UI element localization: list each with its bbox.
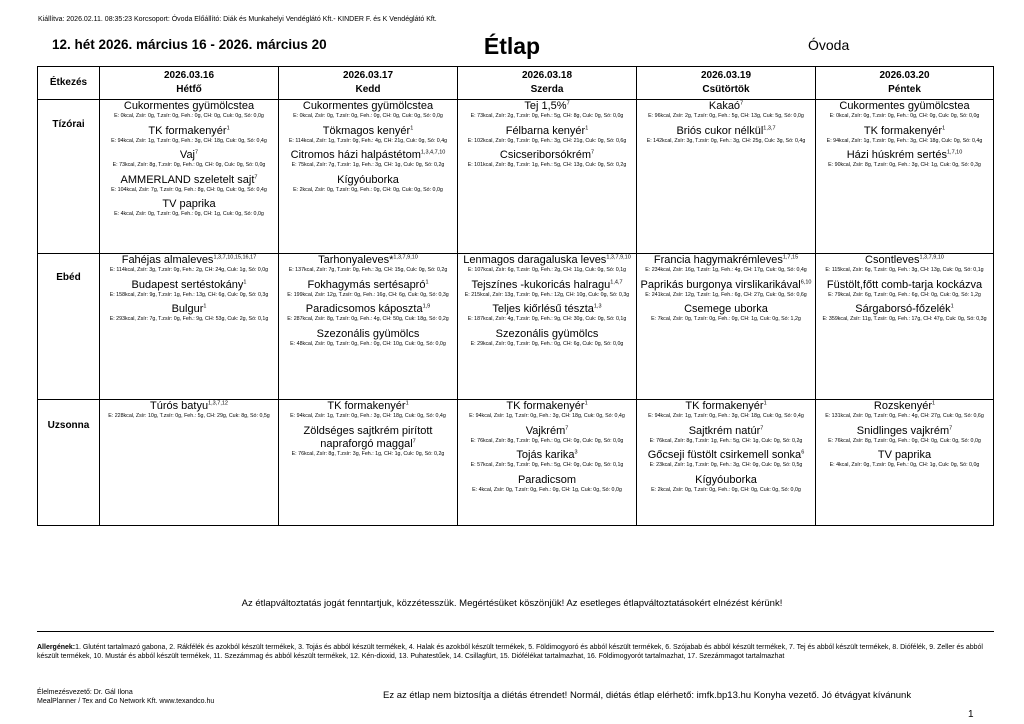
dish	[100, 125, 278, 138]
nutrition-info: E: 228kcal, Zsír: 10g, T.zsír: 0g, Feh.: 5g, CH: 29g, Cuk: 8g, Só: 0,5g	[108, 413, 270, 419]
menu-cell	[637, 254, 816, 400]
allergen-codes: 7	[195, 149, 199, 156]
nutrition-info: E: 137kcal, Zsír: 7g, T.zsír: 0g, Feh.: 3g, CH: 15g, Cuk: 0g, Só: 0,2g	[288, 267, 448, 273]
nutrition-info: E: 73kcal, Zsír: 2g, T.zsír: 0g, Feh.: 5g, CH: 8g, Cuk: 0g, Só: 0,0g	[470, 113, 624, 119]
nutrition-info: E: 2kcal, Zsír: 0g, T.zsír: 0g, Feh.: 0g, CH: 0g, Cuk: 0g, Só: 0,0g	[293, 186, 443, 193]
dish-name: AMMERLAND szeletelt sajt	[120, 173, 255, 186]
nutrition-info: E: 0kcal, Zsír: 0g, T.zsír: 0g, Feh.: 0g, CH: 0g, Cuk: 0g, Só: 0,0g	[114, 113, 264, 119]
allergen-codes: 7	[412, 437, 416, 444]
dish	[279, 149, 457, 162]
nutrition-info: E: 131kcal, Zsír: 0g, T.zsír: 0g, Feh.: 4g, CH: 27g, Cuk: 0g, Só: 0,6g	[825, 413, 984, 419]
dish	[816, 149, 993, 162]
dish	[816, 400, 993, 413]
menu-item	[279, 425, 457, 458]
dish-name: Szezonális gyümölcs	[316, 327, 420, 340]
dish-name: Vaj	[179, 149, 196, 161]
dish	[458, 425, 636, 438]
allergen-codes: 1	[942, 124, 946, 131]
dish	[816, 100, 993, 113]
day-header	[458, 67, 637, 100]
dish-name: TV paprika	[162, 198, 216, 210]
allergen-label: Allergének:	[37, 644, 76, 651]
menu-item	[637, 279, 815, 299]
dish	[279, 279, 457, 292]
menu-item	[458, 279, 636, 299]
dish	[816, 425, 993, 438]
dish-name: Félbarna kenyér	[505, 124, 586, 137]
allergen-codes: 1	[226, 124, 230, 131]
allergen-codes: 7	[566, 100, 570, 107]
dish-name: Citromos házi halpástétom	[290, 149, 421, 161]
menu-cell	[816, 400, 994, 526]
diet-disclaimer: Ez az étlap nem biztosítja a diétás étrendet! Normál, diétás étlap elérhető: imfk.bp13.hu Konyha vezető. Jó étvágyat kívánunk	[383, 690, 912, 701]
allergen-codes: 1,3,7,9,10	[393, 254, 418, 261]
dish	[279, 400, 457, 413]
day-name: Kedd	[355, 84, 381, 95]
day-date: 2026.03.18	[521, 70, 573, 81]
menu-item	[458, 149, 636, 169]
dish	[279, 254, 457, 267]
menu-item	[637, 400, 815, 420]
dish	[637, 303, 815, 316]
dish	[816, 125, 993, 138]
day-name: Csütörtök	[702, 84, 750, 95]
menu-item	[637, 303, 815, 323]
corner-header: Étkezés	[38, 67, 100, 100]
dish	[458, 149, 636, 162]
nutrition-info: E: 4kcal, Zsír: 0g, T.zsír: 0g, Feh.: 0g, CH: 1g, Cuk: 0g, Só: 0,0g	[829, 462, 980, 468]
dish-name: Házi húskrém sertés	[846, 149, 947, 161]
nutrition-info: E: 57kcal, Zsír: 5g, T.zsír: 0g, Feh.: 5g, CH: 0g, Cuk: 0g, Só: 0,1g	[470, 462, 624, 468]
nutrition-info: E: 114kcal, Zsír: 3g, T.zsír: 0g, Feh.: 2g, CH: 24g, Cuk: 1g, Só: 0,0g	[109, 267, 269, 273]
meal-label-cell	[38, 100, 100, 254]
dish-name: Szezonális gyümölcs	[495, 327, 599, 340]
allergen-codes: 1,4,7	[610, 278, 623, 285]
allergen-codes: 1	[203, 303, 207, 310]
nutrition-info: E: 48kcal, Zsír: 0g, T.zsír: 0g, Feh.: 0g, CH: 10g, Cuk: 0g, Só: 0,0g	[290, 340, 446, 347]
menu-table	[37, 66, 994, 526]
dish	[816, 449, 993, 462]
menu-item	[816, 425, 993, 445]
allergen-codes: 1,3,7,10,15,16,17	[213, 254, 257, 261]
menu-item	[100, 125, 278, 145]
allergen-codes: 7	[591, 149, 595, 156]
nutrition-info: E: 76kcal, Zsír: 8g, T.zsír: 1g, Feh.: 5g, CH: 1g, Cuk: 0g, Só: 0,2g	[649, 437, 803, 444]
nutrition-info: E: 4kcal, Zsír: 0g, T.zsír: 0g, Feh.: 0g, CH: 1g, Cuk: 0g, Só: 0,0g	[472, 486, 622, 493]
day-header	[637, 67, 816, 100]
menu-cell	[100, 254, 279, 400]
menu-item	[458, 449, 636, 469]
dish-name: Tarhonyaleves*	[318, 254, 394, 266]
menu-item	[279, 279, 457, 299]
nutrition-info: E: 158kcal, Zsír: 9g, T.zsír: 1g, Feh.: 13g, CH: 6g, Cuk: 0g, Só: 0,3g	[109, 291, 269, 298]
nutrition-info: E: 94kcal, Zsír: 1g, T.zsír: 0g, Feh.: 3g, CH: 18g, Cuk: 0g, Só: 0,4g	[648, 413, 804, 419]
dish-name: Kígyóuborka	[337, 173, 399, 186]
nutrition-info: E: 94kcal, Zsír: 1g, T.zsír: 0g, Feh.: 3g, CH: 18g, Cuk: 0g, Só: 0,4g	[469, 413, 625, 419]
dish	[279, 174, 457, 187]
menu-item	[458, 328, 636, 348]
dish-name: Rozskenyér	[873, 400, 932, 412]
dish	[458, 279, 636, 292]
menu-item	[279, 254, 457, 274]
dish-name: Tojás karika	[516, 449, 575, 461]
meal-label-cell	[38, 400, 100, 526]
allergen-codes: 1	[950, 303, 954, 310]
dish-name: Teljes kiőrlésű tészta	[492, 303, 594, 315]
allergen-codes: 7	[949, 424, 953, 431]
dish	[637, 400, 815, 413]
day-date: 2026.03.20	[879, 70, 930, 81]
dish-name: Budapest sertéstokány	[131, 278, 244, 291]
allergen-codes: 1	[585, 124, 589, 131]
issued-info: Kiállítva: 2026.02.11. 08:35:23 Korcsoport: Óvoda Előállító: Diák és Munkahelyi Vendéglátó Kft.- KINDER F. és K Vendéglátó Kft.	[38, 16, 437, 23]
dish	[279, 303, 457, 316]
dish	[100, 174, 278, 187]
menu-item	[458, 303, 636, 323]
nutrition-info: E: 102kcal, Zsír: 0g, T.zsír: 0g, Feh.: 3g, CH: 21g, Cuk: 0g, Só: 0,6g	[467, 137, 627, 144]
day-date: 2026.03.17	[342, 70, 394, 81]
nutrition-info: E: 101kcal, Zsír: 8g, T.zsír: 1g, Feh.: 5g, CH: 13g, Cuk: 0g, Só: 0,2g	[467, 162, 627, 168]
menu-cell	[279, 400, 458, 526]
nutrition-info: E: 4kcal, Zsír: 0g, T.zsír: 0g, Feh.: 0g, CH: 1g, Cuk: 0g, Só: 0,0g	[114, 211, 264, 217]
nutrition-info: E: 94kcal, Zsír: 1g, T.zsír: 0g, Feh.: 3g, CH: 18g, Cuk: 0g, Só: 0,4g	[826, 137, 983, 144]
dish	[279, 125, 457, 138]
dish-name: TK formakenyér	[327, 400, 406, 412]
dish	[100, 303, 278, 316]
menu-cell	[279, 254, 458, 400]
nutrition-info: E: 293kcal, Zsír: 7g, T.zsír: 0g, Feh.: 9g, CH: 53g, Cuk: 2g, Só: 0,1g	[109, 316, 269, 322]
allergen-codes: 1	[932, 400, 936, 407]
nutrition-info: E: 187kcal, Zsír: 4g, T.zsír: 0g, Feh.: 9g, CH: 30g, Cuk: 0g, Só: 0,1g	[467, 316, 627, 322]
divider	[37, 631, 994, 632]
dish-name: Füstölt,főtt comb-tarja kockázva	[826, 278, 983, 291]
allergen-codes: 1,3,7,9,10	[606, 254, 631, 261]
day-name: Péntek	[888, 84, 921, 95]
menu-item	[279, 174, 457, 194]
allergen-codes: 3	[574, 449, 578, 456]
allergen-codes: 1	[763, 400, 767, 407]
nutrition-info: E: 96kcal, Zsír: 2g, T.zsír: 0g, Feh.: 5g, CH: 13g, Cuk: 5g, Só: 0,0g	[648, 113, 804, 119]
dish	[458, 125, 636, 138]
nutrition-info: E: 2kcal, Zsír: 0g, T.zsír: 0g, Feh.: 0g, CH: 0g, Cuk: 0g, Só: 0,0g	[651, 486, 801, 493]
menu-item	[637, 100, 815, 120]
menu-cell	[458, 400, 637, 526]
allergen-codes: 1	[425, 278, 429, 285]
dish	[100, 198, 278, 211]
dish	[458, 328, 636, 341]
dish	[458, 449, 636, 462]
menu-item	[816, 100, 993, 120]
nutrition-info: E: 23kcal, Zsír: 1g, T.zsír: 0g, Feh.: 3g, CH: 0g, Cuk: 0g, Só: 0,5g	[649, 462, 803, 468]
nutrition-info: E: 29kcal, Zsír: 0g, T.zsír: 0g, Feh.: 0g, CH: 6g, Cuk: 0g, Só: 0,0g	[470, 340, 624, 347]
menu-item	[458, 125, 636, 145]
age-group: Óvoda	[808, 37, 850, 53]
dish	[458, 400, 636, 413]
dish	[100, 400, 278, 413]
nutrition-info: E: 79kcal, Zsír: 6g, T.zsír: 0g, Feh.: 6g, CH: 0g, Cuk: 0g, Só: 1,2g	[828, 291, 981, 298]
dish-name: Sárgaborsó-főzelék	[855, 303, 951, 315]
dish	[100, 100, 278, 113]
dish-name: Tejszínes -kukoricás halragu	[471, 278, 611, 291]
menu-cell	[816, 100, 994, 254]
day-header	[100, 67, 279, 100]
day-date: 2026.03.16	[163, 70, 215, 81]
meal-label: Uzsonna	[47, 420, 90, 431]
menu-item	[816, 149, 993, 169]
dish-name: Lenmagos daragaluska leves	[463, 254, 607, 266]
menu-item	[279, 303, 457, 323]
dish	[100, 279, 278, 292]
menu-item	[279, 328, 457, 348]
day-header	[279, 67, 458, 100]
dish	[458, 254, 636, 267]
dish-name: Sajtkrém natúr	[688, 424, 761, 437]
menu-item	[637, 125, 815, 145]
change-notice: Az étlapváltoztatás jogát fenntartjuk, közzétesszük. Megértésüket köszönjük! Az esetleges étlapváltoztatásokért elnézést kérünk!	[241, 598, 783, 609]
allergen-codes: 1	[243, 278, 247, 285]
dish	[458, 303, 636, 316]
dish-name: Paprikás burgonya virslikarikával	[640, 278, 801, 291]
menu-item	[458, 425, 636, 445]
allergen-codes: 1,3,4,7,10	[420, 149, 446, 156]
allergen-codes: 1,7,10	[946, 149, 963, 156]
dish-name: Cukormentes gyümölcstea	[839, 100, 970, 112]
menu-item	[100, 254, 278, 274]
menu-item	[100, 198, 278, 218]
dish-name: Fahéjas almaleves	[121, 254, 214, 266]
dish	[637, 425, 815, 438]
allergen-list: 1. Glutént tartalmazó gabona, 2. Rákfélék és azokból készült termékek, 3. Tojás és abból készült termékek, 4. Halak és azokból készült termékek, 5. Földimogyoró és abból készült termékek, 6. Szójabab és abból készült termékek, 7. Tej és abból készült termékek, 8. Diófélék, 9. Zeller és abból készült termékek, 10. Mustár és abból készült termékek, 11. Szezámmag és abból készült termékek, 12. Kén-dioxid, 13. Puhatestűek, 14. Csillagfürt, 15. Diófélékat tartalmazhat, 16. Földimogyorót tartalmazhat, 17. Szezámmagot tartalmazhat	[37, 644, 983, 660]
dish-name: Snidlinges vajkrém	[856, 424, 950, 437]
menu-item	[637, 474, 815, 494]
dish-name: Fokhagymás sertésapró	[307, 278, 426, 291]
menu-item	[458, 400, 636, 420]
dish-name: Cukormentes gyümölcstea	[302, 100, 434, 112]
dish-name: Túrós batyu	[150, 400, 209, 412]
menu-item	[100, 303, 278, 323]
dish	[816, 279, 993, 292]
allergen-codes: 1,3,7,12	[208, 400, 228, 407]
allergen-codes: 6	[801, 449, 805, 456]
allergen-codes: 1	[584, 400, 588, 407]
menu-item	[100, 400, 278, 420]
allergen-codes: 1	[405, 400, 409, 407]
menu-item	[279, 400, 457, 420]
dish	[100, 254, 278, 267]
nutrition-info: E: 73kcal, Zsír: 8g, T.zsír: 0g, Feh.: 0g, CH: 0g, Cuk: 0g, Só: 0,0g	[112, 162, 266, 168]
menu-item	[100, 149, 278, 169]
dish	[637, 125, 815, 138]
menu-item	[637, 254, 815, 274]
menu-item	[816, 303, 993, 323]
allergen-codes: 6,10	[800, 278, 812, 285]
dish	[637, 449, 815, 462]
nutrition-info: E: 90kcal, Zsír: 8g, T.zsír: 0g, Feh.: 3g, CH: 1g, Cuk: 0g, Só: 0,3g	[828, 162, 981, 168]
nutrition-info: E: 199kcal, Zsír: 12g, T.zsír: 0g, Feh.: 16g, CH: 6g, Cuk: 0g, Só: 0,3g	[287, 291, 449, 298]
day-name: Szerda	[530, 84, 564, 95]
nutrition-info: E: 94kcal, Zsír: 1g, T.zsír: 0g, Feh.: 3g, CH: 18g, Cuk: 0g, Só: 0,4g	[290, 413, 446, 419]
nutrition-info: E: 234kcal, Zsír: 16g, T.zsír: 1g, Feh.: 4g, CH: 17g, Cuk: 0g, Só: 0,4g	[645, 267, 807, 273]
dish-name: TK formakenyér	[148, 124, 227, 137]
allergen-codes: 1	[410, 124, 414, 131]
nutrition-info: E: 104kcal, Zsír: 7g, T.zsír: 0g, Feh.: 8g, CH: 0g, Cuk: 0g, Só: 0,4g	[111, 186, 267, 193]
nutrition-info: E: 0kcal, Zsír: 0g, T.zsír: 0g, Feh.: 0g, CH: 0g, Cuk: 0g, Só: 0,0g	[293, 113, 443, 119]
nutrition-info: E: 142kcal, Zsír: 3g, T.zsír: 0g, Feh.: 3g, CH: 25g, Cuk: 3g, Só: 0,4g	[646, 137, 806, 144]
meal-label-cell	[38, 254, 100, 400]
menu-item	[816, 400, 993, 420]
dish-name: TK formakenyér	[685, 400, 764, 412]
menu-item	[458, 474, 636, 494]
menu-item	[279, 125, 457, 145]
day-date: 2026.03.19	[700, 70, 752, 81]
meal-label: Tízórai	[52, 119, 85, 130]
meal-row-ebed	[38, 254, 994, 400]
menu-item	[458, 100, 636, 120]
allergen-codes: 7	[760, 424, 764, 431]
day-header	[816, 67, 994, 100]
menu-cell	[279, 100, 458, 254]
software-credit: MealPlanner / Tex and Co Network Kft. www.texandco.hu	[37, 698, 215, 705]
dish	[637, 279, 815, 292]
menu-item	[279, 100, 457, 120]
dish	[279, 425, 457, 451]
allergen-codes: 1,3	[593, 303, 602, 310]
allergen-codes: 7	[740, 100, 744, 107]
nutrition-info: E: 0kcal, Zsír: 0g, T.zsír: 0g, Feh.: 0g, CH: 0g, Cuk: 0g, Só: 0,0g	[829, 113, 980, 119]
menu-item	[637, 425, 815, 445]
menu-cell	[458, 254, 637, 400]
week-range: 12. hét 2026. március 16 - 2026. március 20	[52, 37, 327, 52]
nutrition-info: E: 94kcal, Zsír: 1g, T.zsír: 0g, Feh.: 3g, CH: 18g, Cuk: 0g, Só: 0,4g	[111, 137, 267, 144]
allergen-legend	[37, 643, 994, 661]
dish-name: Gőcseji füstölt csirkemell sonka	[647, 449, 802, 461]
menu-item	[637, 449, 815, 469]
dish-name: Kakaó	[708, 100, 741, 112]
footer-credits	[37, 688, 214, 706]
dish-name: Paradicsomos káposzta	[305, 303, 423, 315]
nutrition-info: E: 115kcal, Zsír: 6g, T.zsír: 0g, Feh.: 3g, CH: 13g, Cuk: 0g, Só: 0,1g	[825, 267, 984, 273]
menu-item	[458, 254, 636, 274]
dish	[279, 328, 457, 341]
menu-item	[100, 100, 278, 120]
dish	[279, 100, 457, 113]
allergen-codes: 1,3,7,9,10	[919, 254, 944, 261]
dish-name: Tökmagos kenyér	[322, 124, 411, 137]
dish	[458, 100, 636, 113]
dish-name: Csicseriborsókrém	[499, 149, 591, 161]
allergen-codes: 7	[565, 424, 569, 431]
dish-name: Cukormentes gyümölcstea	[123, 100, 255, 112]
dish	[816, 254, 993, 267]
menu-cell	[100, 100, 279, 254]
menu-item	[100, 279, 278, 299]
menu-item	[816, 449, 993, 469]
dish	[100, 149, 278, 162]
dish-name: Paradicsom	[517, 473, 577, 486]
allergen-codes: 1,9	[422, 303, 431, 310]
nutrition-info: E: 7kcal, Zsír: 0g, T.zsír: 0g, Feh.: 0g, CH: 1g, Cuk: 0g, Só: 1,2g	[651, 316, 801, 322]
menu-cell	[458, 100, 637, 254]
nutrition-info: E: 215kcal, Zsír: 13g, T.zsír: 0g, Feh.: 12g, CH: 10g, Cuk: 0g, Só: 0,3g	[464, 291, 630, 298]
allergen-codes: 7	[254, 173, 258, 180]
allergen-codes: 1,3,7	[763, 124, 776, 131]
dish	[458, 474, 636, 487]
nutrition-info: E: 114kcal, Zsír: 1g, T.zsír: 0g, Feh.: 4g, CH: 21g, Cuk: 0g, Só: 0,4g	[288, 137, 448, 144]
menu-cell	[100, 400, 279, 526]
menu-item	[816, 279, 993, 299]
nutrition-info: E: 76kcal, Zsír: 8g, T.zsír: 0g, Feh.: 0g, CH: 0g, Cuk: 0g, Só: 0,0g	[470, 437, 624, 444]
menu-cell	[637, 100, 816, 254]
dish	[637, 254, 815, 267]
dish-name: Bulgur	[171, 303, 204, 315]
meal-row-tizorai	[38, 100, 994, 254]
dish-name: Zöldséges sajtkrém pirított napraforgó maggal	[303, 424, 433, 450]
nutrition-info: E: 75kcal, Zsír: 7g, T.zsír: 1g, Feh.: 3g, CH: 1g, Cuk: 0g, Só: 0,2g	[291, 162, 445, 168]
menu-item	[816, 254, 993, 274]
meal-row-uzsonna	[38, 400, 994, 526]
nutrition-info: E: 107kcal, Zsír: 6g, T.zsír: 0g, Feh.: 2g, CH: 11g, Cuk: 0g, Só: 0,1g	[467, 267, 627, 273]
dish-name: Csontleves	[865, 254, 920, 266]
dish	[637, 100, 815, 113]
dish-name: TK formakenyér	[863, 124, 943, 137]
allergen-codes: 1,7,15	[782, 254, 799, 261]
nutrition-info: E: 76kcal, Zsír: 8g, T.zsír: 3g, Feh.: 1g, CH: 1g, Cuk: 0g, Só: 0,2g	[291, 450, 445, 457]
dish-name: TK formakenyér	[506, 400, 585, 412]
dish-name: Kígyóuborka	[695, 473, 757, 486]
dish-name: Francia hagymakrémleves	[653, 254, 783, 266]
dish	[637, 474, 815, 487]
page-number: 1	[968, 709, 974, 720]
dish-name: Csemege uborka	[684, 303, 768, 315]
day-name: Hétfő	[176, 84, 202, 95]
page-title: Étlap	[483, 33, 541, 59]
dish-name: Tej 1,5%	[524, 100, 567, 112]
dish	[816, 303, 993, 316]
dish-name: Vajkrém	[525, 424, 566, 437]
dish-name: Briós cukor nélkül	[676, 124, 764, 137]
menu-item	[279, 149, 457, 169]
menu-item	[100, 174, 278, 194]
food-manager: Élelmezésvezető: Dr. Gál Ilona	[37, 689, 133, 696]
nutrition-info: E: 359kcal, Zsír: 11g, T.zsír: 0g, Feh.: 17g, CH: 47g, Cuk: 0g, Só: 0,3g	[822, 316, 987, 322]
meal-label: Ebéd	[56, 272, 81, 283]
nutrition-info: E: 241kcal, Zsír: 12g, T.zsír: 1g, Feh.: 6g, CH: 27g, Cuk: 0g, Só: 0,6g	[645, 291, 807, 298]
menu-item	[816, 125, 993, 145]
menu-cell	[637, 400, 816, 526]
dish-name: TV paprika	[877, 449, 932, 461]
nutrition-info: E: 287kcal, Zsír: 8g, T.zsír: 0g, Feh.: 4g, CH: 50g, Cuk: 18g, Só: 0,2g	[287, 316, 449, 322]
menu-cell	[816, 254, 994, 400]
nutrition-info: E: 76kcal, Zsír: 8g, T.zsír: 0g, Feh.: 0g, CH: 0g, Cuk: 0g, Só: 0,0g	[828, 437, 981, 444]
day-header-row	[38, 67, 994, 100]
